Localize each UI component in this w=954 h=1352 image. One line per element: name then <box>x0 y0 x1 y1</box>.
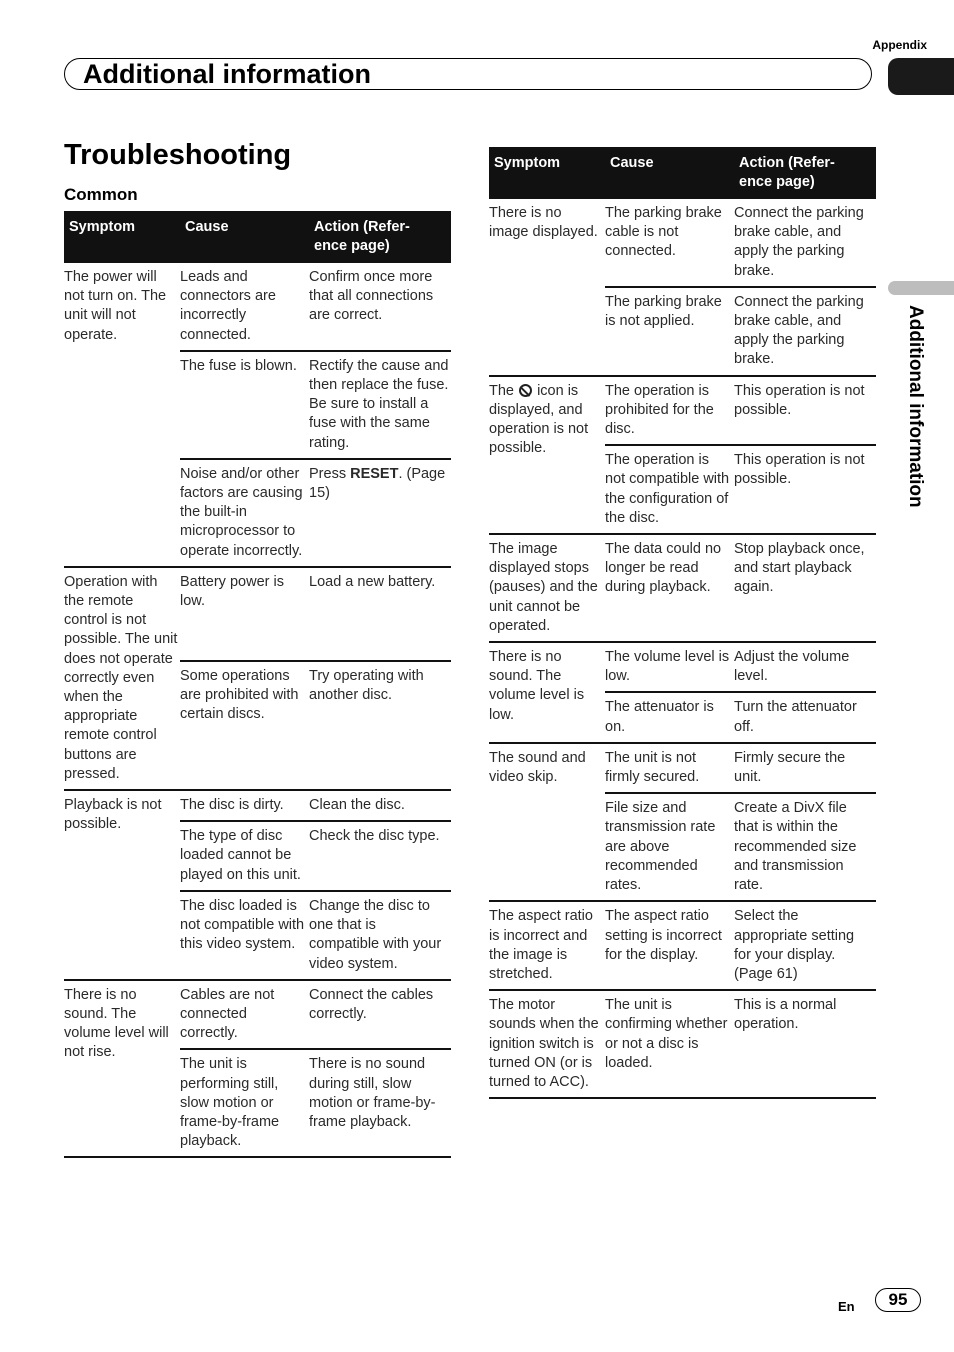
symptom-text: The image displayed stops (pauses) and the unit cannot be operated. <box>489 541 598 634</box>
section-header <box>64 58 872 90</box>
symptom-text: The aspect ratio is incorrect and the image is stretched. <box>489 908 593 982</box>
action-text: This operation is not possible. <box>734 382 865 418</box>
cause-cell <box>180 567 309 661</box>
table-row <box>489 376 876 446</box>
symptom-cell <box>64 567 180 790</box>
cause-cell <box>605 445 734 534</box>
symptom-cell <box>489 901 605 990</box>
language-label: En <box>838 1299 855 1314</box>
cause-cell <box>605 642 734 692</box>
action-text: Load a new battery. <box>309 573 436 590</box>
symptom-text: There is no sound. The volume level is low. <box>489 649 585 723</box>
header-action-text: Action (Refer- ence page) <box>739 155 835 190</box>
header-action <box>734 147 876 199</box>
symptom-cell <box>64 980 180 1158</box>
cause-text: Noise and/or other factors are causing the built-in microprocessor to operate incorrectly. <box>180 465 303 559</box>
table-row <box>64 263 451 351</box>
symptom-cell <box>489 642 605 743</box>
subsection-title: Common <box>64 185 138 204</box>
symptom-cell <box>489 376 605 534</box>
action-cell <box>734 990 876 1098</box>
cause-text: The operation is prohibited for the disc. <box>605 382 714 438</box>
cause-cell <box>180 790 309 821</box>
troubleshooting-table-right <box>489 147 876 1099</box>
cause-text: Cables are not connected correctly. <box>180 986 275 1042</box>
table-row <box>489 199 876 287</box>
symptom-text: There is no sound. The volume level will not rise. <box>64 986 169 1061</box>
prohibited-icon <box>519 384 532 397</box>
action-cell <box>734 642 876 692</box>
cause-text: The type of disc loaded cannot be played on this unit. <box>180 828 301 883</box>
action-text: Turn the attenuator off. <box>734 699 857 735</box>
symptom-text: The motor sounds when the ignition switch is turned ON (or is turned to ACC). <box>489 997 599 1090</box>
cause-cell <box>180 459 309 567</box>
cause-text: The volume level is low. <box>605 649 730 685</box>
cause-text: The attenuator is on. <box>605 699 714 735</box>
action-text: Firmly secure the unit. <box>734 749 846 786</box>
action-cell <box>734 287 876 376</box>
action-text: Connect the parking brake cable, and apply the parking brake. <box>734 205 864 279</box>
cause-cell <box>180 351 309 459</box>
action-cell <box>734 743 876 793</box>
cause-cell <box>605 534 734 642</box>
cause-text: The disc loaded is not compatible with this video system. <box>180 897 305 953</box>
symptom-cell <box>489 534 605 642</box>
action-cell <box>734 199 876 287</box>
cause-cell <box>605 793 734 901</box>
reset-button-label: RESET <box>350 465 399 482</box>
action-text: Change the disc to one that is compatible with your video system. <box>309 897 442 972</box>
action-text: Confirm once more that all connections are correct. <box>309 269 434 324</box>
action-cell <box>309 1049 451 1157</box>
action-text: Press <box>309 465 351 482</box>
cause-text: File size and transmission rate are above recommended rates. <box>605 800 716 894</box>
symptom-cell <box>489 990 605 1098</box>
action-text: Try operating with another disc. <box>309 667 424 703</box>
side-tab-marker <box>888 281 954 295</box>
action-text: Adjust the volume level. <box>734 649 850 685</box>
cause-cell <box>605 376 734 446</box>
header-cause: Cause <box>605 147 734 199</box>
cause-cell <box>180 821 309 891</box>
action-cell <box>309 891 451 980</box>
table-row <box>489 642 876 692</box>
action-text: This operation is not possible. <box>734 452 865 488</box>
action-text: Stop playback once, and start playback again. <box>734 541 865 596</box>
cause-text: Some operations are prohibited with certain discs. <box>180 667 299 722</box>
cause-text: The unit is confirming whether or not a disc is loaded. <box>605 997 728 1071</box>
cause-cell <box>180 891 309 980</box>
troubleshooting-table-left <box>64 211 451 1158</box>
symptom-cell <box>64 263 180 567</box>
action-text: Create a DivX file that is within the recommended size and transmission rate. <box>734 800 857 894</box>
action-text: Rectify the cause and then replace the fuse. Be sure to install a fuse with the same rating. <box>309 357 449 451</box>
action-cell <box>734 692 876 742</box>
symptom-text: There is no image displayed. <box>489 205 598 241</box>
cause-text: The unit is performing still, slow motion or frame-by-frame playback. <box>180 1056 280 1150</box>
side-section-label: Additional information <box>905 305 926 508</box>
action-cell <box>734 376 876 446</box>
table-row <box>64 790 451 821</box>
action-text: This is a normal operation. <box>734 997 837 1033</box>
cause-cell <box>180 980 309 1050</box>
page-number: 95 <box>875 1288 921 1312</box>
table-row <box>64 980 451 1050</box>
symptom-text: The power will not turn on. The unit will not operate. <box>64 269 167 343</box>
symptom-text: The sound and video skip. <box>489 749 586 786</box>
cause-text: Leads and connectors are incorrectly connected. <box>180 269 276 343</box>
action-cell <box>734 901 876 990</box>
action-text: . (Page 15) <box>309 465 446 502</box>
cause-cell <box>605 901 734 990</box>
symptom-text: Playback is not possible. <box>64 797 162 833</box>
cause-text: The data could no longer be read during playback. <box>605 541 722 596</box>
header-symptom: Symptom <box>489 147 605 199</box>
section-title: Additional information <box>83 59 371 89</box>
header-symptom: Symptom <box>64 211 180 263</box>
table-header-row <box>64 211 451 263</box>
table-row <box>489 901 876 990</box>
action-cell <box>309 263 451 351</box>
cause-cell <box>605 990 734 1098</box>
action-cell <box>309 661 451 790</box>
action-text: Clean the disc. <box>309 797 405 814</box>
action-cell <box>309 351 451 459</box>
cause-cell <box>180 263 309 351</box>
cause-cell <box>180 661 309 790</box>
cause-text: The parking brake cable is not connected. <box>605 205 722 260</box>
table-header-row <box>489 147 876 199</box>
action-cell <box>734 445 876 534</box>
action-cell <box>309 459 451 567</box>
cause-text: The aspect ratio setting is incorrect for the display. <box>605 908 722 963</box>
action-text: There is no sound during still, slow motion or frame-by-frame playback. <box>309 1056 436 1130</box>
table-row <box>64 567 451 661</box>
cause-cell <box>605 692 734 742</box>
symptom-text: icon is displayed, and operation is not possible. <box>489 382 589 457</box>
cause-cell <box>605 199 734 287</box>
header-cause: Cause <box>180 211 309 263</box>
cause-text: The parking brake is not applied. <box>605 293 722 330</box>
action-cell <box>309 980 451 1050</box>
header-action-text: Action (Refer- ence page) <box>314 219 410 254</box>
page-title: Troubleshooting <box>64 139 292 171</box>
cause-cell <box>605 287 734 376</box>
symptom-text: The <box>489 382 514 399</box>
table-row <box>489 534 876 642</box>
symptom-cell <box>64 790 180 980</box>
action-text: Select the appropriate setting for your display. (Page 61) <box>734 908 855 982</box>
header-action <box>309 211 451 263</box>
action-text: Check the disc type. <box>309 828 440 845</box>
action-cell <box>734 534 876 642</box>
action-text: Connect the cables correctly. <box>309 986 434 1022</box>
table-row <box>489 743 876 793</box>
symptom-cell <box>489 743 605 901</box>
appendix-label: Appendix <box>872 38 927 52</box>
cause-cell <box>605 743 734 793</box>
cause-text: The unit is not firmly secured. <box>605 749 700 786</box>
symptom-cell <box>489 199 605 376</box>
table-row <box>489 990 876 1098</box>
cause-text: Battery power is low. <box>180 573 284 610</box>
cause-text: The disc is dirty. <box>180 797 284 814</box>
section-tab-marker <box>888 58 954 95</box>
cause-cell <box>180 1049 309 1157</box>
action-cell <box>734 793 876 901</box>
action-text: Connect the parking brake cable, and apply the parking brake. <box>734 293 864 368</box>
action-cell <box>309 790 451 821</box>
cause-text: The operation is not compatible with the configuration of the disc. <box>605 452 730 526</box>
action-cell <box>309 821 451 891</box>
action-cell <box>309 567 451 661</box>
cause-text: The fuse is blown. <box>180 357 297 374</box>
symptom-text: Operation with the remote control is not possible. The unit does not operate correctly even when the appropriate remote control buttons are pressed. <box>64 573 178 782</box>
